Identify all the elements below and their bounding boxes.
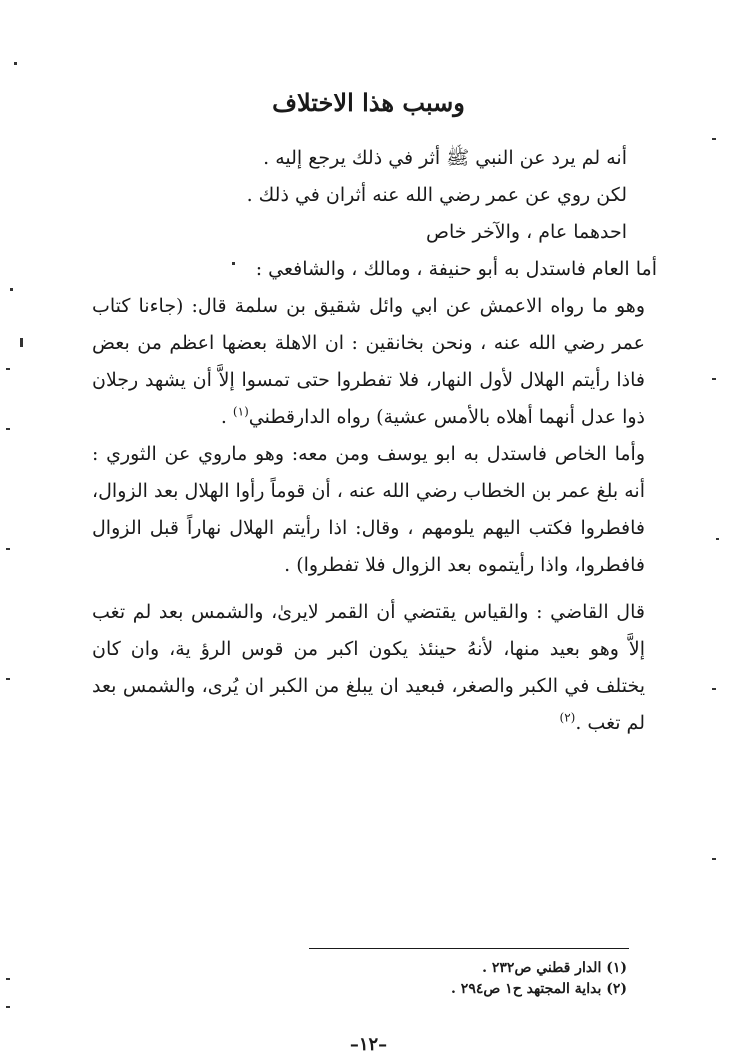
footnotes — [451, 958, 627, 1000]
footnote-ref-2: (٢) — [559, 710, 576, 725]
footnote-2: (٢) بداية المجتهد ح١ ص٢٩٤ . — [451, 981, 627, 997]
paragraph-3: احدهما عام ، والآخر خاص — [426, 221, 627, 243]
scan-speck — [10, 288, 13, 291]
scan-speck — [232, 262, 235, 265]
footnote-divider — [309, 948, 629, 949]
scan-speck — [6, 978, 10, 980]
paragraph-4: أما العام فاستدل به أبو حنيفة ، ومالك ، والشافعي : — [255, 258, 657, 280]
scan-speck — [6, 1006, 10, 1008]
paragraph-5-end: . — [220, 406, 233, 428]
scan-speck — [6, 548, 10, 550]
paragraph-7 — [92, 594, 657, 742]
scan-speck — [6, 428, 10, 430]
paragraph-5-text: وهو ما رواه الاعمش عن ابي وائل شقيق بن سلمة قال: (جاءنا كتاب عمر رضي الله عنه ، ونحن بخانقين : ان الاهلة بعضها اعظم من بعض فاذا رأيتم الهلال لأول النهار، فلا تفطروا حتى تمسوا إلاَّ أن يشهد رجلان ذوا عدل أنهما أهلاه بالأمس عشية) رواه الدارقطني — [92, 295, 645, 428]
paragraph-1: أنه لم يرد عن النبي ﷺ أثر في ذلك يرجع إليه . — [263, 147, 627, 169]
scan-speck — [6, 678, 10, 680]
scan-speck — [712, 688, 716, 690]
scan-speck — [712, 378, 716, 380]
scan-speck — [716, 538, 719, 540]
paragraph-7-text: قال القاضي : والقياس يقتضي أن القمر لايرىٰ، والشمس بعد لم تغب إلاَّ وهو بعيد منها، لأنهُ حينئذ يكون اكبر من قوس الرؤ ية، وان كان يختلف في الكبر والصغر، فبعيد ان يبلغ من الكبر ان يُرى، والشمس بعد لم تغب . — [92, 601, 645, 734]
scan-speck — [712, 138, 716, 140]
footnote-1: (١) الدار قطني ص٢٣٢ . — [482, 960, 627, 976]
paragraph-2: لكن روي عن عمر رضي الله عنه أثران في ذلك . — [246, 184, 627, 206]
page-number: –١٢– — [349, 1034, 388, 1055]
body-text — [92, 140, 657, 742]
scan-speck — [20, 338, 23, 347]
paragraph-6: وأما الخاص فاستدل به ابو يوسف ومن معه: وهو ماروي عن الثوري : أنه بلغ عمر بن الخطاب رضي الله عنه ، أن قوماً رأوا الهلال بعد الزوال، فافطروا فكتب اليهم يلومهم ، وقال: اذا رأيتم الهلال نهاراً قبل الزوال فافطروا، واذا رأيتموه بعد الزوال فلا تفطروا) . — [92, 443, 645, 576]
scan-speck — [712, 858, 716, 860]
footnote-ref-1: (١) — [232, 404, 249, 419]
paragraph-5 — [92, 288, 657, 436]
scan-speck — [14, 62, 17, 65]
section-heading: وسبب هذا الاختلاف — [272, 88, 465, 117]
scan-speck — [6, 368, 10, 370]
